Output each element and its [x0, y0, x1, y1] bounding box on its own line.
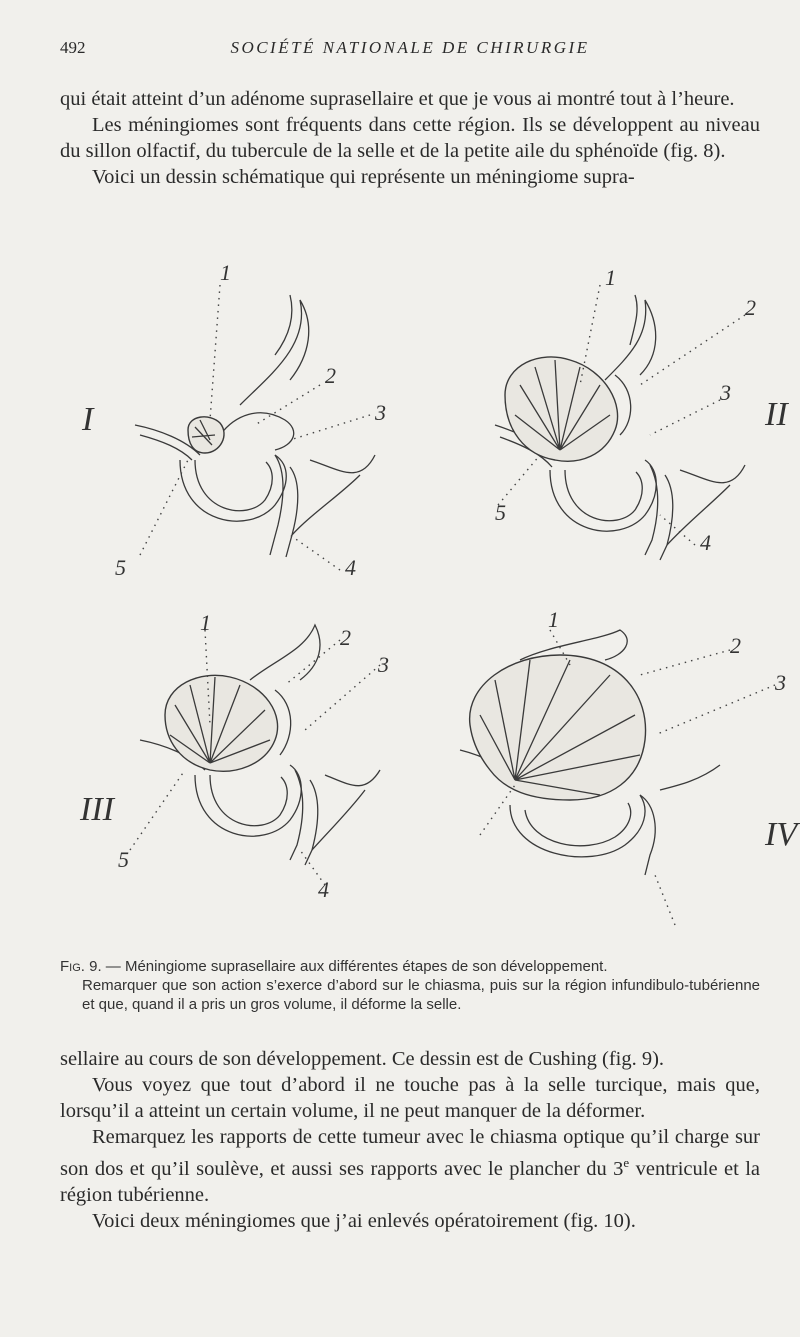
panel-roman-numeral: III [80, 791, 114, 828]
caption-text: — Méningiome suprasellaire aux différentes étapes de son développement. [105, 958, 608, 975]
panel-label: 2 [340, 625, 351, 650]
panel-label: 5 [115, 555, 126, 580]
panel-ii [495, 265, 789, 560]
page-header [60, 38, 760, 62]
panel-label: 1 [605, 265, 616, 290]
panel-label: 3 [720, 380, 731, 405]
panel-iv [460, 607, 800, 925]
panel-roman-numeral: I [82, 401, 94, 438]
panel-label: 4 [318, 877, 329, 902]
running-title: SOCIÉTÉ NATIONALE DE CHIRURGIE [230, 38, 590, 57]
panel-label: 2 [325, 363, 336, 388]
panel-label: 3 [378, 652, 389, 677]
panel-label: 1 [548, 607, 559, 632]
paragraph [60, 1124, 760, 1208]
paragraph: Voici un dessin schématique qui représente un méningiome supra- [92, 166, 635, 188]
panel-label: 3 [775, 670, 786, 695]
panel-label: 3 [375, 400, 386, 425]
panel-label: 1 [200, 610, 211, 635]
panel-label: 1 [220, 260, 231, 285]
figure-9 [60, 255, 798, 945]
superscript: e [623, 1155, 630, 1170]
body-text [60, 1046, 760, 1234]
caption-first-line [60, 957, 760, 976]
paragraph: qui était atteint d’un adénome suprasellaire et que je vous ai montré tout à l’heure. [60, 88, 735, 110]
panel-roman-numeral: II [765, 396, 788, 433]
page-number: 492 [60, 38, 86, 57]
caption-label: Fig. 9. [60, 958, 102, 975]
panel-label: 2 [745, 295, 756, 320]
panel-iii [79, 610, 389, 902]
panel-i [81, 260, 386, 580]
figure-caption [60, 957, 760, 1014]
paragraph: Les méningiomes sont fréquents dans cette région. Ils se développent au niveau du sillon olfactif, du tubercule de la selle et de la petite aile du sphénoïde (fig. 8). [60, 114, 760, 162]
caption-continuation: Remarquer que son action s’exerce d’abord sur le chiasma, puis sur la région infundibulo-tubérienne et que, quand il a pris un gros volume, il déforme la selle. [82, 977, 760, 1013]
panel-roman-numeral: IV [765, 816, 798, 853]
paragraph: Vous voyez que tout d’abord il ne touche pas à la selle turcique, mais que, lorsqu’il a atteint un certain volume, il ne peut manquer de la déformer. [60, 1074, 760, 1122]
panel-label: 4 [345, 555, 356, 580]
panel-label: 4 [700, 530, 711, 555]
text-run: Remarquez les rapports de cette tumeur avec le chiasma optique qu’il charge sur son dos et qu’il soulève, et aussi ses rapports avec le plancher du 3 [60, 1126, 760, 1180]
intro-text [60, 86, 760, 190]
text-run: ventricule et la région tubérienne. [60, 1157, 760, 1206]
panel-label: 5 [495, 500, 506, 525]
figure-drawing [60, 255, 798, 945]
panel-label: 2 [730, 633, 741, 658]
panel-label: 5 [118, 847, 129, 872]
paragraph: sellaire au cours de son développement. Ce dessin est de Cushing (fig. 9). [60, 1048, 665, 1070]
paragraph: Voici deux méningiomes que j’ai enlevés opératoirement (fig. 10). [92, 1209, 636, 1232]
